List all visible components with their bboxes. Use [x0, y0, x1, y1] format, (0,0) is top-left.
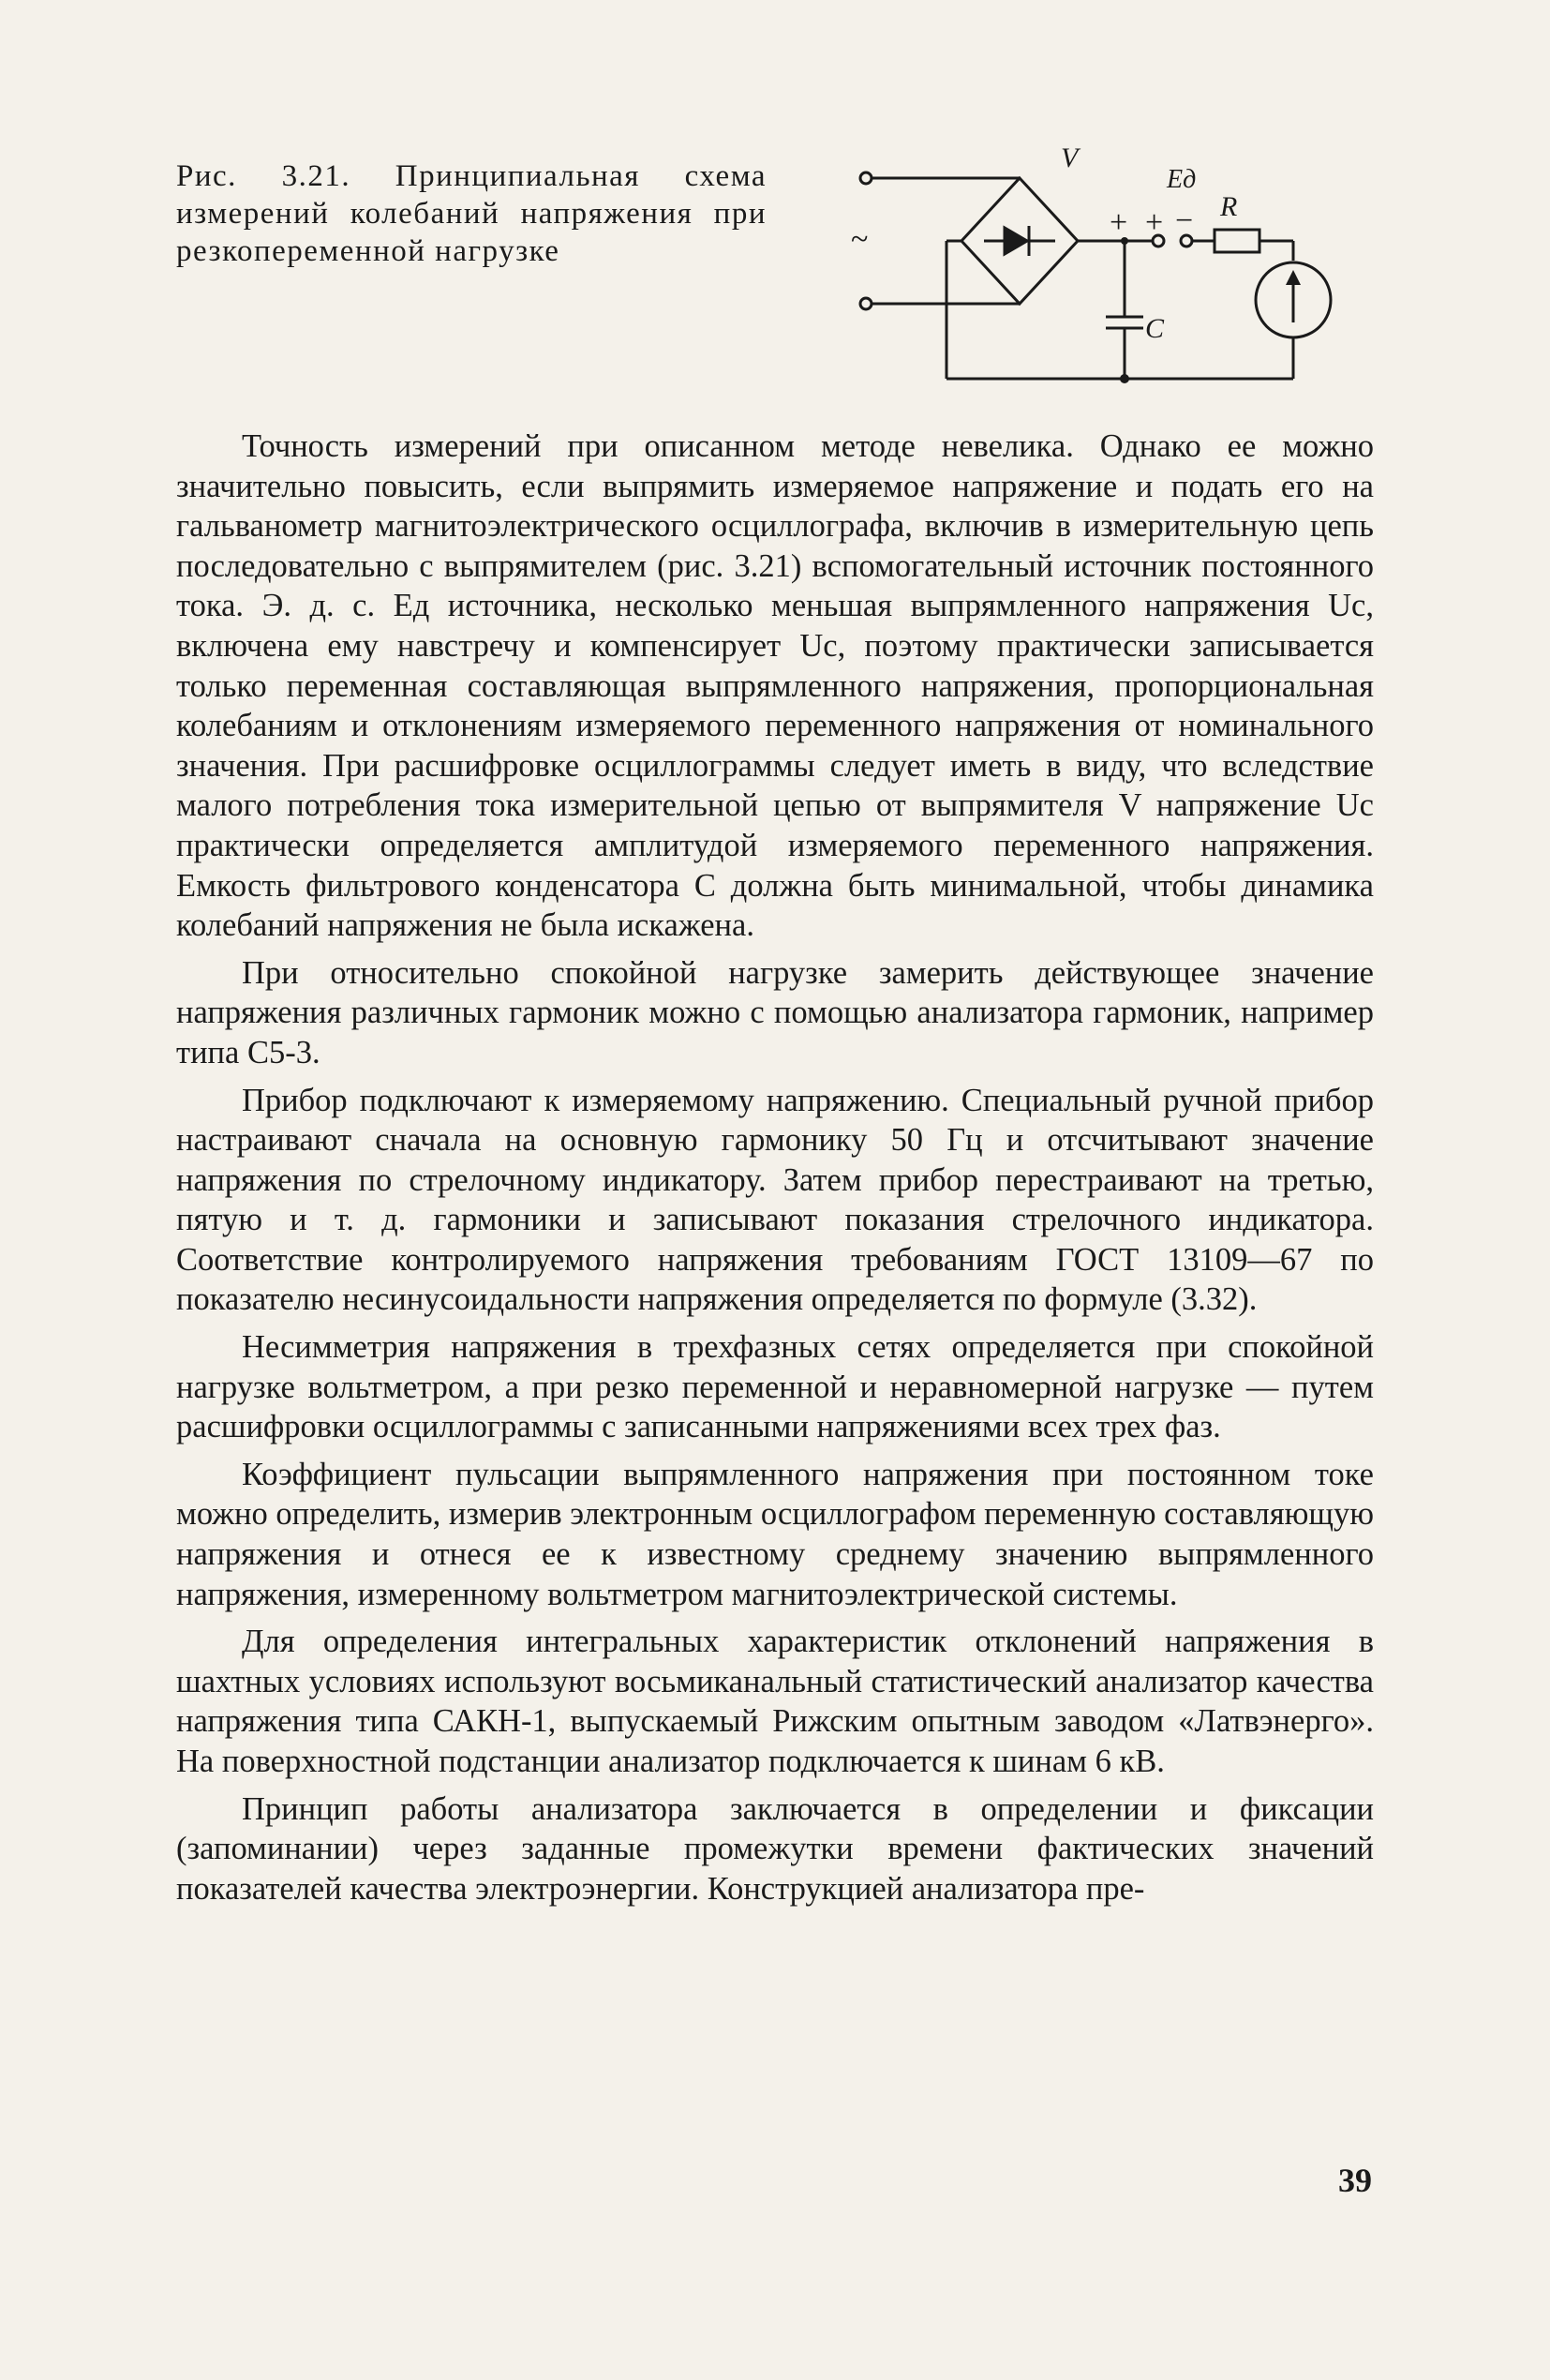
paragraph: Принцип работы анализатора заключается в определении и фиксации (запоминании) через заданные промежутки времени фактических значений показателей качества электроэнергии. Конструкцией анализатора пре-: [176, 1790, 1374, 1907]
body-text: [176, 427, 1374, 1916]
label-v: V: [1061, 142, 1079, 173]
label-c: C: [1145, 313, 1165, 344]
resistor-r: [1215, 230, 1259, 252]
paragraph: При относительно спокойной нагрузке замерить действующее значение напряжения различных гармоник можно с помощью анализатора гармоник, например типа С5-3.: [176, 954, 1374, 1070]
circuit-diagram: [843, 139, 1368, 392]
paragraph: Для определения интегральных характеристик отклонений напряжения в шахтных условиях используют восьмиканальный статистический анализатор качества напряжения типа САКН-1, выпускаемый Рижским опытным заводом «Латвэнерго». На поверхностной подстанции анализатор подключается к шинам 6 кВ.: [176, 1624, 1374, 1779]
terminal-top: [860, 172, 872, 184]
page-number: 39: [1338, 2162, 1372, 2199]
paragraph: Коэффициент пульсации выпрямленного напряжения при постоянном токе можно определить, измерив электронным осциллографом переменную составляющую напряжения и отнеся ее к известному среднему значению выпрямленного напряжения, измеренному вольтметром магнитоэлектрической системы.: [176, 1456, 1374, 1612]
terminal-bottom: [860, 298, 872, 309]
label-minus: −: [1175, 203, 1194, 238]
figure-caption: Рис. 3.21. Принципиальная схема измерений колебаний напряжения при резкопеременной нагрузке: [176, 159, 767, 268]
paragraph: Несимметрия напряжения в трехфазных сетях определяется при спокойной нагрузке вольтметром, а при резко переменной и неравномерной нагрузке — путем расшифровки осциллограммы с записанными напряжениями всех трех фаз.: [176, 1329, 1374, 1445]
label-plus-2: +: [1145, 205, 1164, 240]
label-r: R: [1220, 191, 1238, 222]
paragraph: Прибор подключают к измеряемому напряжению. Специальный ручной прибор настраивают сначала на основную гармонику 50 Гц и отсчитывают значение напряжения по стрелочному индикатору. Затем прибор перестраивают на третью, пятую и т. д. гармоники и записывают показания стрелочного индикатора. Соответствие контролируемого напряжения требованиям ГОСТ 13109—67 по показателю несинусоидальности напряжения определяется по формуле (3.32).: [176, 1082, 1374, 1318]
label-ed: Eд: [1167, 165, 1197, 194]
label-ac: ~: [851, 222, 869, 257]
label-plus-1: +: [1110, 205, 1128, 240]
paragraph: Точность измерений при описанном методе невелика. Однако ее можно значительно повысить, если выпрямить измеряемое напряжение и подать его на гальванометр магнитоэлектрического осциллографа, включив в измерительную цепь последовательно с выпрямителем (рис. 3.21) вспомогательный источник постоянного тока. Э. д. с. Eд источника, несколько меньшая выпрямленного напряжения Uс, включена ему навстречу и компенсирует Uс, поэтому практически записывается только переменная составляющая выпрямленного напряжения, пропорциональная колебаниям и отклонениям измеряемого переменного напряжения от номинального значения. При расшифровке осциллограммы следует иметь в виду, что вследствие малого потребления тока измерительной цепью от выпрямителя V напряжение Uс практически определяется амплитудой измеряемого переменного напряжения. Емкость фильтрового конденсатора C должна быть минимальной, чтобы динамика колебаний напряжения не была искажена.: [176, 428, 1374, 944]
